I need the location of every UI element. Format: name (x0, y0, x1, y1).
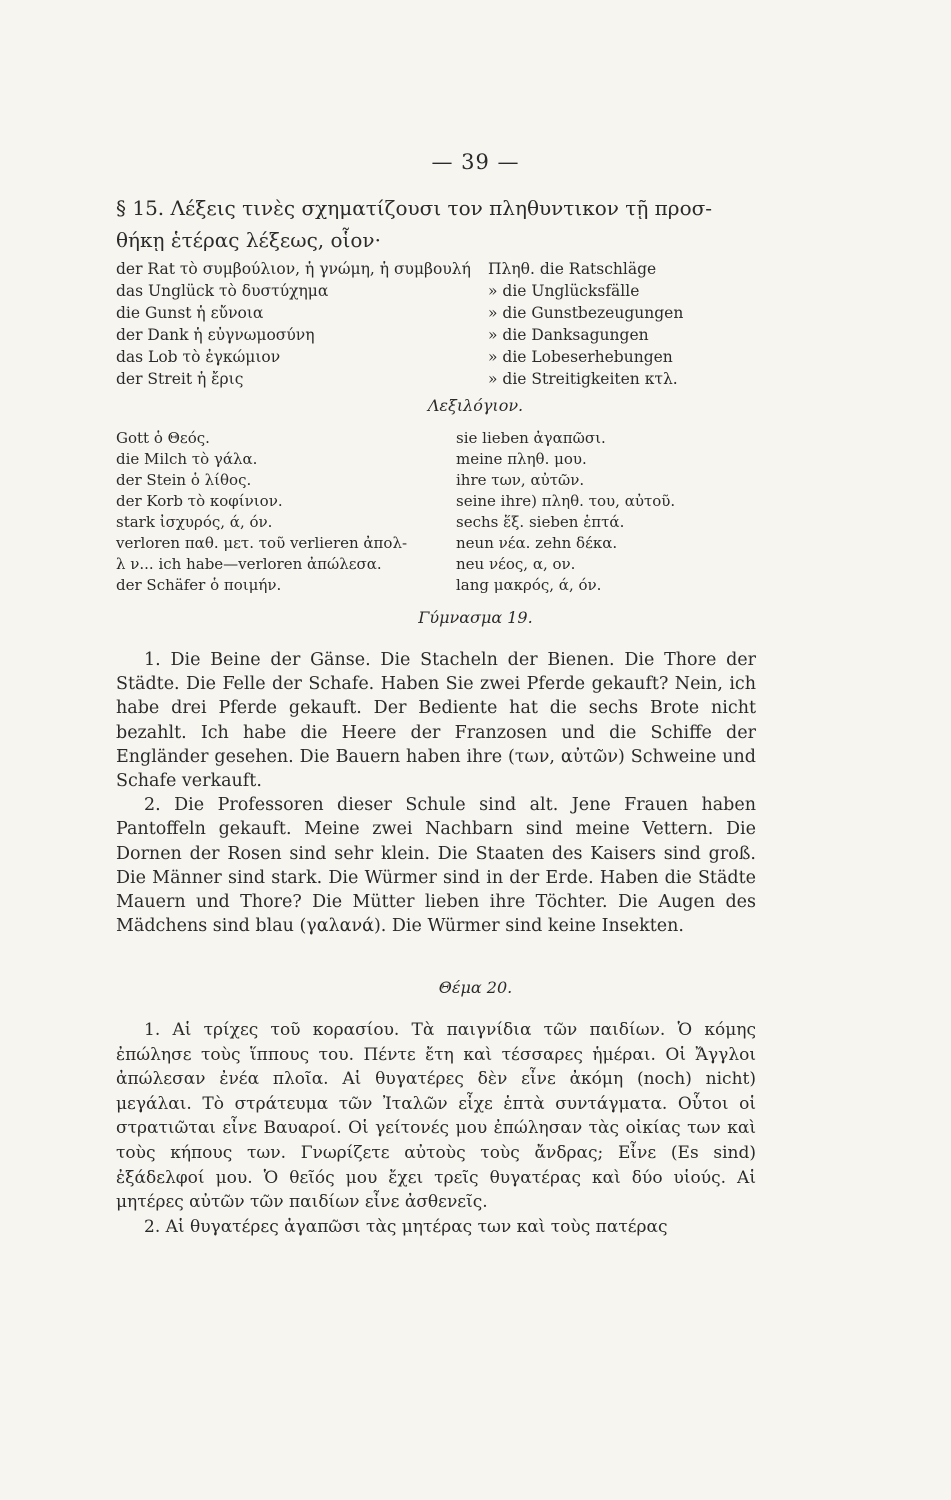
lexikon-entry: seine ihre) πληθ. του, αὐτοῦ. (456, 492, 676, 510)
theme-paragraph-2: 2. Αἱ θυγατέρες ἀγαπῶσι τὰς μητέρας των καὶ τοὺς πατέρας (144, 1216, 668, 1237)
lexikon-entry: verloren παθ. μετ. τοῦ verlieren ἀπολ- (116, 534, 408, 552)
lexikon-entry: lang μακρός, ά, όν. (456, 576, 602, 594)
vocab-plural: » die Lobeserhebungen (488, 348, 673, 366)
vocab-row (116, 258, 856, 280)
vocab-plural: » die Streitigkeiten κτλ. (488, 370, 678, 388)
vocab-singular: die Gunst ἡ εὔνοια (116, 304, 264, 322)
lexikon-entry: neu νέος, α, ον. (456, 555, 576, 573)
lexikon-entry: der Stein ὁ λίθος. (116, 471, 252, 489)
lexikon-entry: neun νέα. zehn δέκα. (456, 534, 618, 552)
vocab-row (116, 324, 856, 346)
lexikon-right-column (456, 428, 675, 596)
vocab-row (116, 346, 856, 368)
vocab-plural: » die Danksagungen (488, 326, 649, 344)
vocab-singular: das Lob τὸ ἐγκώμιον (116, 348, 281, 366)
plural-vocab-list (116, 258, 856, 390)
heading-line-1: § 15. Λέξεις τινὲς σχηματίζουσι τον πληθυντικον τῇ προσ- (116, 196, 713, 220)
lexikon-entry: meine πληθ. μου. (456, 450, 587, 468)
lexikon-entry: stark ἰσχυρός, ά, όν. (116, 513, 273, 531)
lexikon-entry: ihre των, αὐτῶν. (456, 471, 585, 489)
lexikon-left-column (116, 428, 407, 596)
vocab-singular: der Streit ἡ ἔρις (116, 370, 244, 388)
vocab-row (116, 302, 856, 324)
lexikon-entry: sechs ἕξ. sieben ἑπτά. (456, 513, 625, 531)
vocab-plural: Πληθ. die Ratschläge (488, 260, 657, 278)
lexikon-entry: Gott ὁ Θεός. (116, 429, 210, 447)
vocab-row (116, 368, 856, 390)
lexikon-entry: der Korb τὸ κοφίνιον. (116, 492, 283, 510)
vocab-plural: » die Unglücksfälle (488, 282, 640, 300)
lexikon-entry: der Schäfer ὁ ποιμήν. (116, 576, 282, 594)
theme-paragraph-1: 1. Αἱ τρίχες τοῦ κορασίου. Τὰ παιγνίδια τῶν παιδίων. Ὁ κόμης ἐπώλησε τοὺς ἵππους του. Πέντε ἔτη καὶ τέσσαρες ἡμέραι. Οἱ Ἄγγλοι ἀπώλεσαν ἐνέα πλοῖα. Αἱ θυγατέρες δὲν εἶνε ἀκόμη (noch) nicht) μεγάλαι. Τὸ στράτευμα τῶν Ἰταλῶν εἶχε ἑπτὰ συντάγματα. Οὗτοι οἱ στρατιῶται εἶνε Βαυαροί. Οἱ γείτονές μου ἐπώλησαν τὰς οἰκίας των καὶ τοὺς κήπους των. Γνωρίζετε αὐτοὺς τοὺς ἄνδρας; Εἶνε (Es sind) ἐξάδελφοί μου. Ὁ θεῖός μου ἔχει τρεῖς θυγατέρας καὶ δύο υἱούς. Αἱ μητέρες αὐτῶν τῶν παιδίων εἶνε ἀσθενεῖς. (116, 1020, 756, 1213)
vocab-singular: der Rat τὸ συμβούλιον, ἡ γνώμη, ἡ συμβουλή (116, 260, 471, 278)
page-number: — 39 — (431, 150, 520, 174)
vocab-singular: der Dank ἡ εὐγνωμοσύνη (116, 326, 315, 344)
lexikon-title: Λεξιλόγιον. (427, 396, 524, 415)
exercise-paragraph-2: 2. Die Professoren dieser Schule sind alt. Jene Frauen haben Pantoffeln gekauft. Meine zwei Nachbarn sind meine Vettern. Die Dornen der Rosen sind sehr klein. Die Staaten des Kaisers sind groß. Die Männer sind stark. Die Würmer sind in der Erde. Haben die Städte Mauern und Thore? Die Mütter lieben ihre Töchter. Die Augen des Mädchens sind blau (γαλανά). Die Würmer sind keine Insekten. (116, 795, 756, 937)
theme-20-text (116, 1018, 756, 1239)
vocab-plural: » die Gunstbezeugungen (488, 304, 684, 322)
exercise-title: Γύμνασμα 19. (418, 608, 533, 627)
theme-title: Θέμα 20. (438, 978, 513, 997)
exercise-paragraph-1: 1. Die Beine der Gänse. Die Stacheln der Bienen. Die Thore der Städte. Die Felle der Schafe. Haben Sie zwei Pferde gekauft? Nein, ich habe drei Pferde gekauft. Der Bediente hat die sechs Brote nicht bezahlt. Ich habe die Heere der Franzosen und die Schiffe der Engländer gesehen. Die Bauern haben ihre (των, αὐτῶν) Schweine und Schafe verkauft. (116, 650, 756, 792)
heading-line-2: θήκῃ ἑτέρας λέξεως, οἷον· (116, 228, 381, 252)
lexikon-entry: λ ν... ich habe—verloren ἀπώλεσα. (116, 555, 382, 573)
section-heading (116, 192, 816, 256)
exercise-19-text (116, 648, 756, 938)
lexikon-entry: sie lieben ἀγαπῶσι. (456, 429, 606, 447)
vocab-singular: das Unglück τὸ δυστύχημα (116, 282, 329, 300)
lexikon-entry: die Milch τὸ γάλα. (116, 450, 258, 468)
vocab-row (116, 280, 856, 302)
